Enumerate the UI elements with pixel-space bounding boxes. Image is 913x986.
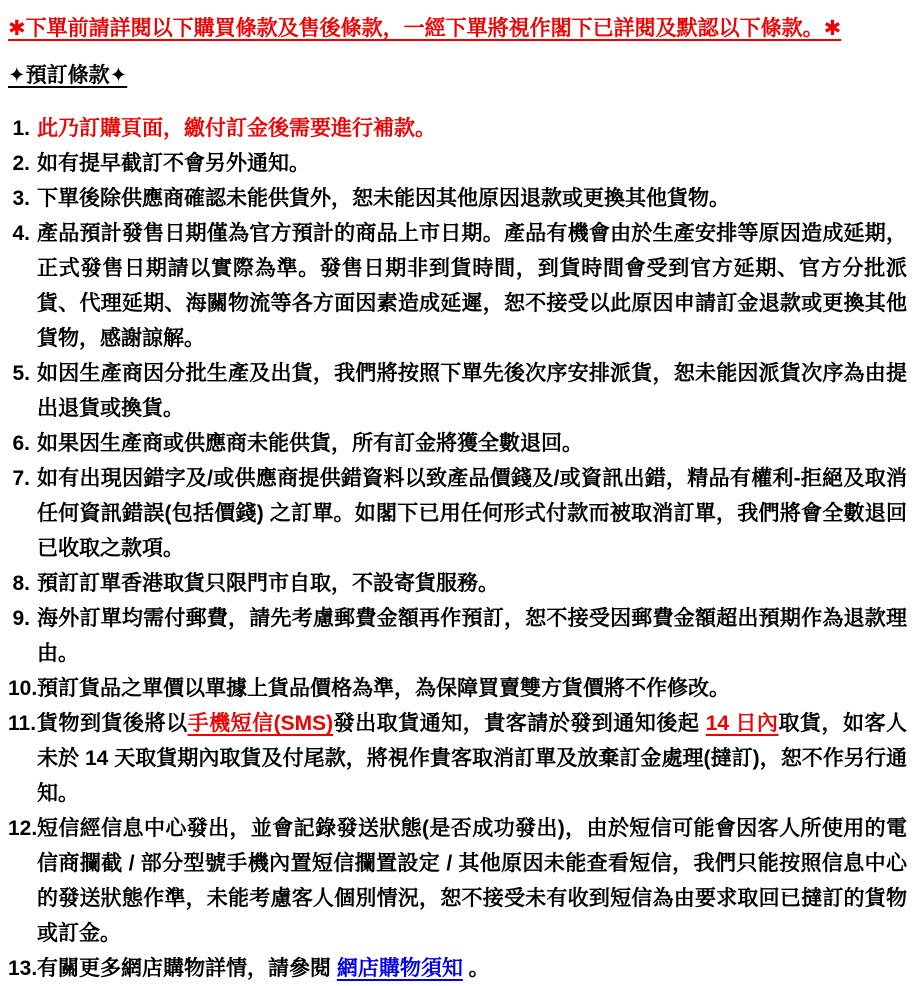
term-segment: 如因生產商因分批生產及出貨，我們將按照下單先後次序安排派貨，恕未能因派貨次序為由提出退貨或換貨。 xyxy=(37,362,907,420)
term-number: 3. xyxy=(12,187,30,210)
term-item-8 xyxy=(8,566,907,601)
term-number: 6. xyxy=(12,432,30,455)
term-segment: 預訂貨品之單價以單據上貨品價格為準，為保障買賣雙方貨價將不作修改。 xyxy=(37,677,730,700)
term-text xyxy=(37,146,907,181)
terms-list xyxy=(8,111,907,986)
term-text xyxy=(37,811,907,951)
term-text xyxy=(37,111,907,146)
store-shopping-guide-link[interactable]: 網店購物須知 xyxy=(336,957,463,980)
term-text xyxy=(37,216,907,356)
term-number: 11. xyxy=(8,712,37,735)
term-segment: 短信經信息中心發出，並會記錄發送狀態(是否成功發出)，由於短信可能會因客人所使用的電信商攔截 / 部分型號手機內置短信攔置設定 / 其他原因未能查看短信，我們只能按照信息中心的發送狀態作準，未能考慮客人個別情況，恕不接受未有收到短信為由要求取回已撻訂的貨物或訂金。 xyxy=(37,817,907,945)
term-segment: 有關更多網店購物詳情，請參閱 xyxy=(37,957,337,980)
term-segment: 海外訂單均需付郵費，請先考慮郵費金額再作預訂，恕不接受因郵費金額超出預期作為退款理由。 xyxy=(37,607,907,665)
term-segment: 預訂訂單香港取貨只限門市自取，不設寄貨服務。 xyxy=(37,572,499,595)
term-item-1 xyxy=(8,111,907,146)
term-segment: 貨物到貨後將以 xyxy=(37,712,188,735)
pickup-deadline-emphasis: 14 日內 xyxy=(705,712,779,735)
term-segment: 如有出現因錯字及/或供應商提供錯資料以致產品價錢及/或資訊出錯，精品有權利-拒絕及取消任何資訊錯誤(包括價錢) 之訂單。如閣下已用任何形式付款而被取消訂單，我們將會全數退回已收取之款項。 xyxy=(37,467,907,560)
term-number: 13. xyxy=(8,957,38,980)
term-number: 2. xyxy=(12,152,30,175)
term-segment: 。 xyxy=(462,957,490,980)
term-segment: 如果因生產商或供應商未能供貨，所有訂金將獲全數退回。 xyxy=(37,432,583,455)
term-text xyxy=(37,951,907,986)
term-item-10 xyxy=(8,671,907,706)
sms-notice-emphasis: 手機短信(SMS) xyxy=(187,712,334,735)
term-number: 10. xyxy=(8,677,38,700)
term-text xyxy=(37,566,907,601)
section-title-preorder-terms: ✦預訂條款✦ xyxy=(8,64,128,87)
term-item-4 xyxy=(8,216,907,356)
header-notice: ✱下單前請詳閱以下購買條款及售後條款，一經下單將視作閣下已詳閱及默認以下條款。✱ xyxy=(8,17,842,40)
term-segment: 取貨，如客人未於 14 天取貨期內取貨及付尾款，將視作貴客取消訂單及放棄訂金處理(撻訂)，恕不作另行通知。 xyxy=(37,712,907,805)
term-number: 1. xyxy=(12,117,30,140)
term-text xyxy=(37,426,907,461)
term-number: 9. xyxy=(12,607,30,630)
term-item-7 xyxy=(8,461,907,566)
term-text xyxy=(37,671,907,706)
term-number: 4. xyxy=(12,222,30,245)
term-number: 5. xyxy=(12,362,30,385)
term-text xyxy=(37,461,907,566)
term-item-12 xyxy=(8,811,907,951)
term-segment: 如有提早截訂不會另外通知。 xyxy=(37,152,310,175)
term-text xyxy=(37,181,907,216)
term-item-13 xyxy=(8,951,907,986)
term-segment: 下單後除供應商確認未能供貨外，恕未能因其他原因退款或更換其他貨物。 xyxy=(37,187,730,210)
term-number: 12. xyxy=(8,817,38,840)
term-item-9 xyxy=(8,601,907,671)
term-item-5 xyxy=(8,356,907,426)
term-item-6 xyxy=(8,426,907,461)
term-text xyxy=(37,601,907,671)
term-text xyxy=(37,356,907,426)
term-text xyxy=(37,706,907,811)
term-segment: 產品預計發售日期僅為官方預計的商品上市日期。產品有機會由於生產安排等原因造成延期，正式發售日期請以實際為準。發售日期非到貨時間，到貨時間會受到官方延期、官方分批派貨、代理延期、海關物流等各方面因素造成延遲，恕不接受以此原因申請訂金退款或更換其他貨物，感謝諒解。 xyxy=(37,222,907,350)
term-number: 7. xyxy=(12,467,30,490)
term-segment: 此乃訂購頁面，繳付訂金後需要進行補款。 xyxy=(37,117,436,140)
term-item-2 xyxy=(8,146,907,181)
term-segment: 發出取貨通知，貴客請於發到通知後起 xyxy=(333,712,706,735)
term-number: 8. xyxy=(12,572,30,595)
term-item-11 xyxy=(8,706,907,811)
term-item-3 xyxy=(8,181,907,216)
